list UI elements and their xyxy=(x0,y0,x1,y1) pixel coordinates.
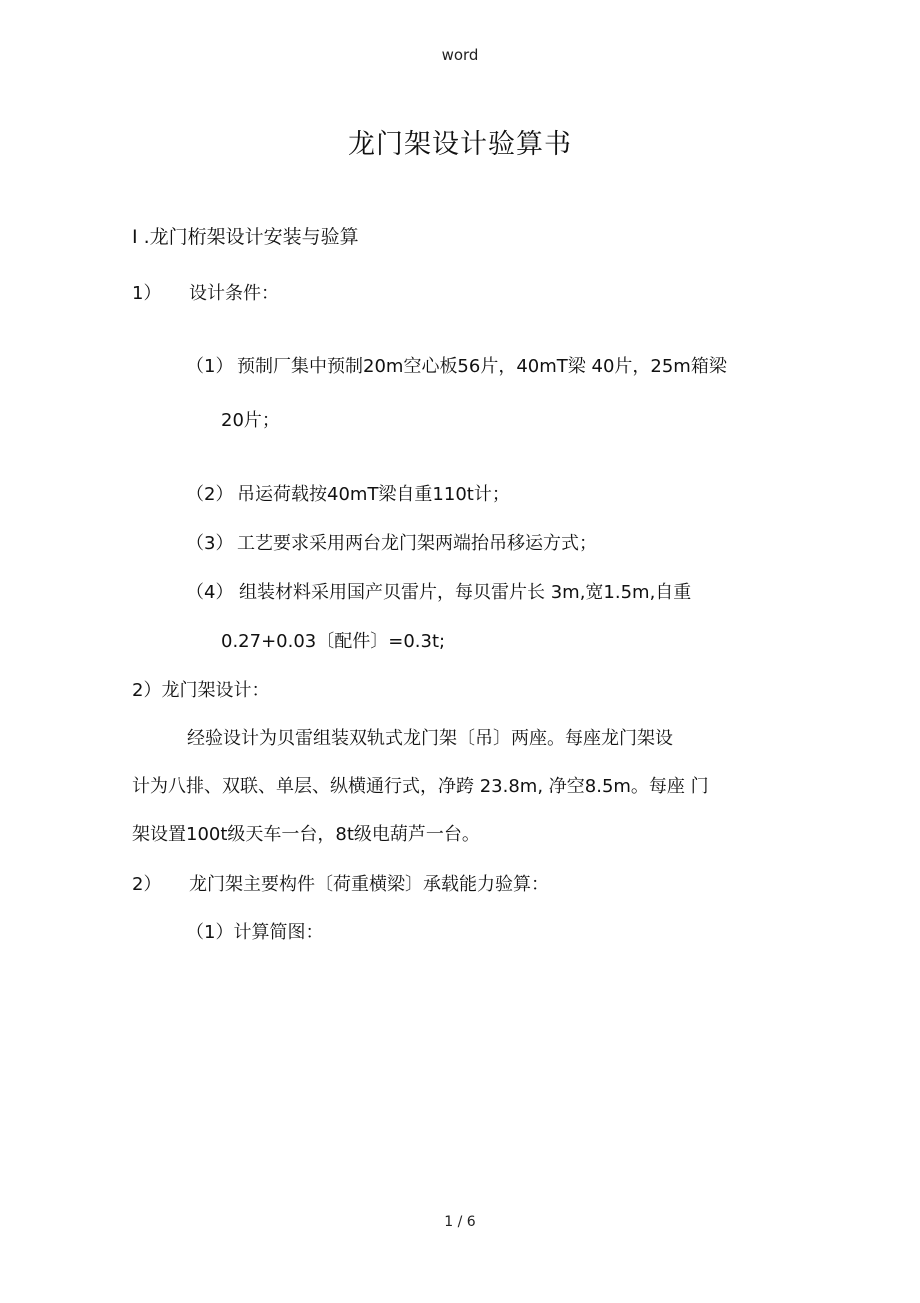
item-text: 预制厂集中预制20m空心板56片，40mT梁 40片，25m箱梁 xyxy=(237,356,727,377)
item-number: （3） xyxy=(186,533,234,554)
paragraph-line: 经验设计为贝雷组装双轨式龙门架〔吊〕两座。每座龙门架设 xyxy=(187,728,673,749)
paragraph-line: 架设置100t级天车一台，8t级电葫芦一台。 xyxy=(132,824,480,845)
item-text: 吊运荷载按40mT梁自重110t计； xyxy=(237,484,510,505)
item-number: （2） xyxy=(186,484,234,505)
item-number: （4） xyxy=(186,582,234,603)
item-text: （1）计算简图： xyxy=(186,922,324,943)
page-header: word xyxy=(441,46,479,64)
item-number: 1） xyxy=(132,283,162,304)
item-text: 工艺要求采用两台龙门架两端抬吊移运方式； xyxy=(237,533,597,554)
page-indicator: 1 / 6 xyxy=(444,1214,476,1230)
item-continuation: 20片； xyxy=(221,410,280,431)
subsection-heading: 2）龙门架设计： xyxy=(132,680,270,701)
paragraph-line: 计为八排、双联、单层、纵横通行式，净跨 23.8m, 净空8.5m。每座 门 xyxy=(132,776,709,797)
item-number: 2） xyxy=(132,874,162,895)
item-number: （1） xyxy=(186,356,234,377)
section-heading: I .龙门桁架设计安装与验算 xyxy=(132,226,359,248)
document-title: 龙门架设计验算书 xyxy=(348,129,572,160)
item-continuation: 0.27+0.03〔配件〕=0.3t; xyxy=(221,631,446,652)
item-text: 设计条件： xyxy=(189,283,279,304)
item-text: 龙门架主要构件〔荷重横梁〕承载能力验算： xyxy=(189,874,549,895)
item-text: 组装材料采用国产贝雷片，每贝雷片长 3m,宽1.5m,自重 xyxy=(239,582,692,603)
